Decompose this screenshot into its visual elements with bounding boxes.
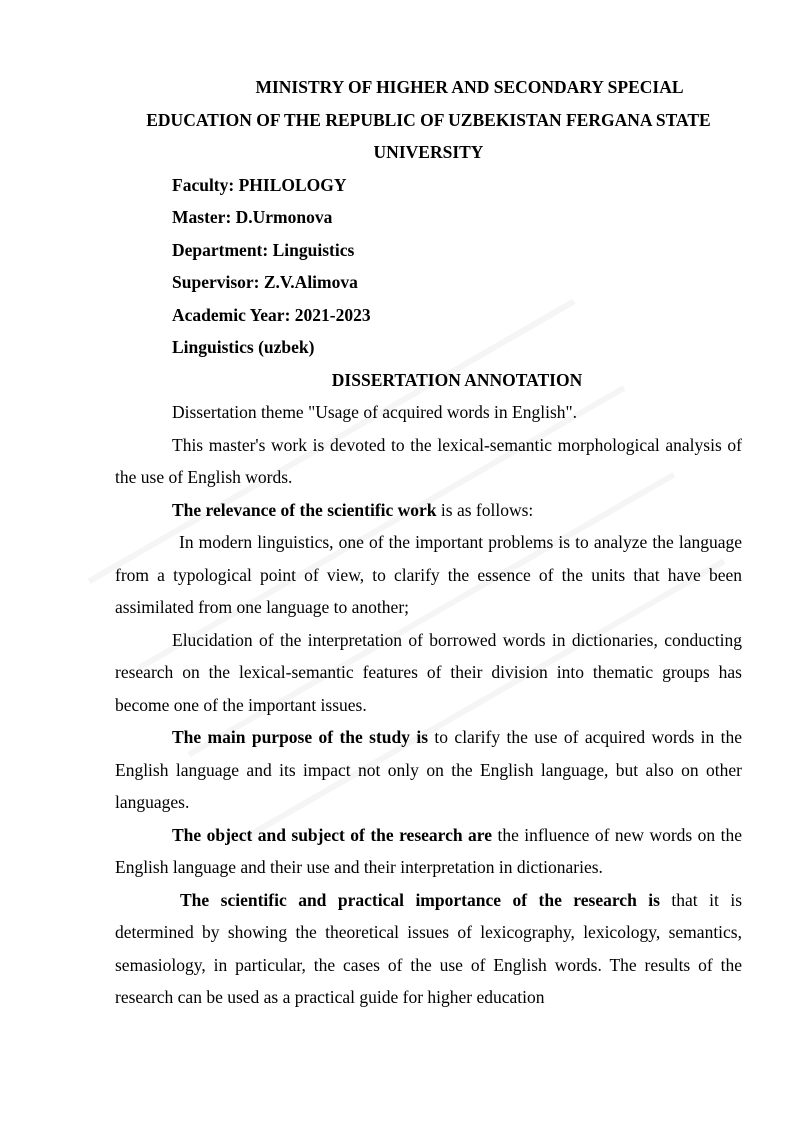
document-content — [115, 71, 742, 1014]
purpose-text: to clarify the use of acquired words in the English language and its impact not only on the English language, but also on other languages. — [115, 727, 742, 812]
department-line: Department: Linguistics — [172, 239, 355, 260]
object-text: the influence of new words on the English language and their use and their interpretation in dictionaries. — [115, 824, 742, 877]
purpose-paragraph — [115, 721, 742, 819]
object-paragraph — [115, 819, 742, 884]
metadata-block — [115, 169, 742, 364]
document-title — [115, 71, 742, 169]
importance-text: that it is determined by showing the theoretical issues of lexicography, lexicology, semantics, semasiology, in particular, the cases of the use of English words. The results of the research can be used as a practical guide for higher education — [115, 889, 743, 1007]
relevance-label: The relevance of the scientific work — [172, 499, 437, 520]
modern-linguistics-paragraph: In modern linguistics, one of the important problems is to analyze the language from a typological point of view, to clarify the essence of the units that have been assimilated from one language to another; — [115, 532, 742, 617]
faculty-line: Faculty: PHILOLOGY — [172, 174, 347, 195]
supervisor-line: Supervisor: Z.V.Alimova — [172, 272, 358, 292]
title-line-2: EDUCATION OF THE REPUBLIC OF UZBEKISTAN FERGANA STATE — [146, 109, 711, 130]
importance-paragraph — [115, 884, 742, 1014]
purpose-label: The main purpose of the study is — [172, 727, 429, 747]
specialty-line: Linguistics (uzbek) — [172, 337, 315, 357]
title-line-3: UNIVERSITY — [373, 142, 484, 162]
master-line: Master: D.Urmonova — [172, 207, 333, 227]
academic-year-line: Academic Year: 2021-2023 — [172, 304, 371, 325]
relevance-text: is as follows: — [436, 499, 534, 520]
theme-paragraph: Dissertation theme "Usage of acquired words in English". — [172, 402, 578, 422]
section-heading: DISSERTATION ANNOTATION — [331, 369, 583, 390]
relevance-paragraph — [115, 494, 742, 527]
elucidation-paragraph: Elucidation of the interpretation of borrowed words in dictionaries, conducting research on the lexical-semantic features of their division into thematic groups has become one of the important issues. — [115, 629, 742, 715]
object-label: The object and subject of the research are — [172, 824, 493, 845]
devoted-paragraph: This master's work is devoted to the lexical-semantic morphological analysis of the use of English words. — [115, 434, 742, 487]
title-line-1: MINISTRY OF HIGHER AND SECONDARY SPECIAL — [255, 77, 684, 97]
importance-label: The scientific and practical importance of the research is — [180, 889, 660, 910]
